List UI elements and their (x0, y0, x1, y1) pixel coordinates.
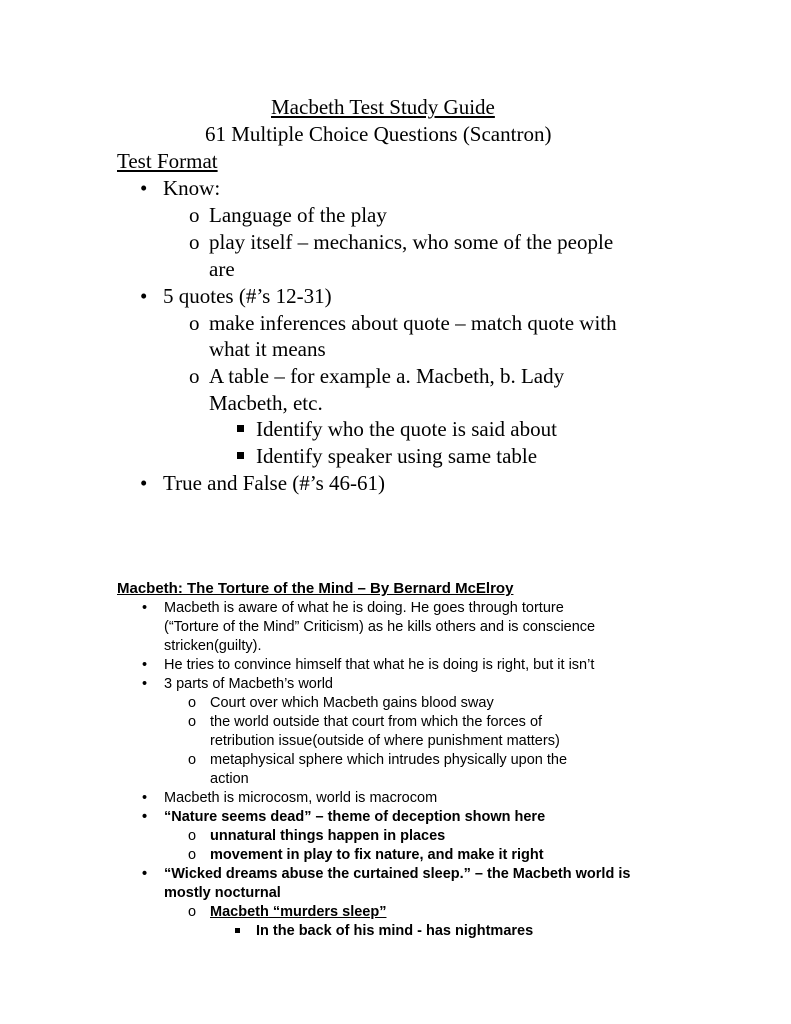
list-item: Language of the play (209, 203, 387, 227)
bullet-icon: • (142, 790, 148, 806)
bullet-icon: • (142, 657, 148, 673)
hollow-bullet-icon: o (189, 203, 200, 227)
test-format-heading: Test Format (117, 149, 218, 173)
hollow-bullet-icon: o (188, 752, 197, 768)
hollow-bullet-icon: o (188, 828, 197, 844)
quote-text: “Nature seems dead” (164, 809, 312, 825)
page-title: Macbeth Test Study Guide (271, 95, 495, 119)
bullet-icon: • (140, 176, 148, 200)
list-item: Macbeth is microcosm, world is macrocom (164, 790, 438, 806)
list-item: Macbeth is aware of what he is doing. He goes through torture (164, 600, 564, 616)
page-subtitle: 61 Multiple Choice Questions (Scantron) (205, 122, 552, 146)
list-item (164, 810, 545, 825)
true-false-item: True and False (#’s 46-61) (163, 471, 386, 495)
list-item: movement in play to fix nature, and make it right (210, 847, 544, 863)
know-item: Know: (163, 176, 221, 200)
list-item: “Wicked dreams abuse the curtained sleep.” – the Macbeth world is (164, 866, 631, 882)
square-bullet-icon (237, 452, 244, 459)
quotes-item: 5 quotes (#’s 12-31) (163, 284, 332, 308)
list-item: the world outside that court from which the forces of (210, 714, 543, 730)
hollow-bullet-icon: o (189, 311, 200, 335)
square-bullet-icon (235, 928, 240, 933)
list-item-continuation: Macbeth, etc. (209, 391, 323, 415)
bullet-icon: • (142, 809, 148, 825)
list-item: 3 parts of Macbeth’s world (164, 676, 333, 692)
list-item-continuation: mostly nocturnal (164, 885, 281, 901)
list-item-continuation: what it means (209, 337, 326, 361)
list-item: Court over which Macbeth gains blood sway (210, 695, 494, 711)
list-item-continuation: are (209, 257, 235, 281)
hollow-bullet-icon: o (188, 847, 197, 863)
bullet-icon: • (140, 471, 148, 495)
bullet-icon: • (142, 866, 148, 882)
list-item: In the back of his mind - has nightmares (256, 923, 534, 939)
bullet-icon: • (142, 600, 148, 616)
list-item: make inferences about quote – match quote with (209, 311, 617, 335)
quote-note: – theme of deception shown here (311, 809, 546, 825)
square-bullet-icon (237, 425, 244, 432)
list-item: unnatural things happen in places (210, 828, 446, 844)
hollow-bullet-icon: o (188, 695, 197, 711)
list-item: Identify speaker using same table (256, 444, 538, 468)
list-item: Macbeth “murders sleep” (210, 904, 387, 920)
list-item-continuation: action (210, 771, 249, 787)
bullet-icon: • (142, 676, 148, 692)
list-item-continuation: retribution issue(outside of where punishment matters) (210, 733, 560, 749)
list-item: play itself – mechanics, who some of the people (209, 230, 614, 254)
list-item: A table – for example a. Macbeth, b. Lady (209, 364, 565, 388)
list-item-continuation: (“Torture of the Mind” Criticism) as he kills others and is conscience (164, 619, 596, 635)
list-item: He tries to convince himself that what he is doing is right, but it isn’t (164, 657, 595, 673)
list-item-continuation: stricken(guilty). (164, 638, 262, 654)
hollow-bullet-icon: o (188, 904, 197, 920)
list-item: metaphysical sphere which intrudes physically upon the (210, 752, 568, 768)
hollow-bullet-icon: o (189, 364, 200, 388)
bullet-icon: • (140, 284, 148, 308)
hollow-bullet-icon: o (189, 230, 200, 254)
hollow-bullet-icon: o (188, 714, 197, 730)
list-item: Identify who the quote is said about (256, 417, 557, 441)
notes-heading: Macbeth: The Torture of the Mind – By Bernard McElroy (117, 580, 514, 597)
